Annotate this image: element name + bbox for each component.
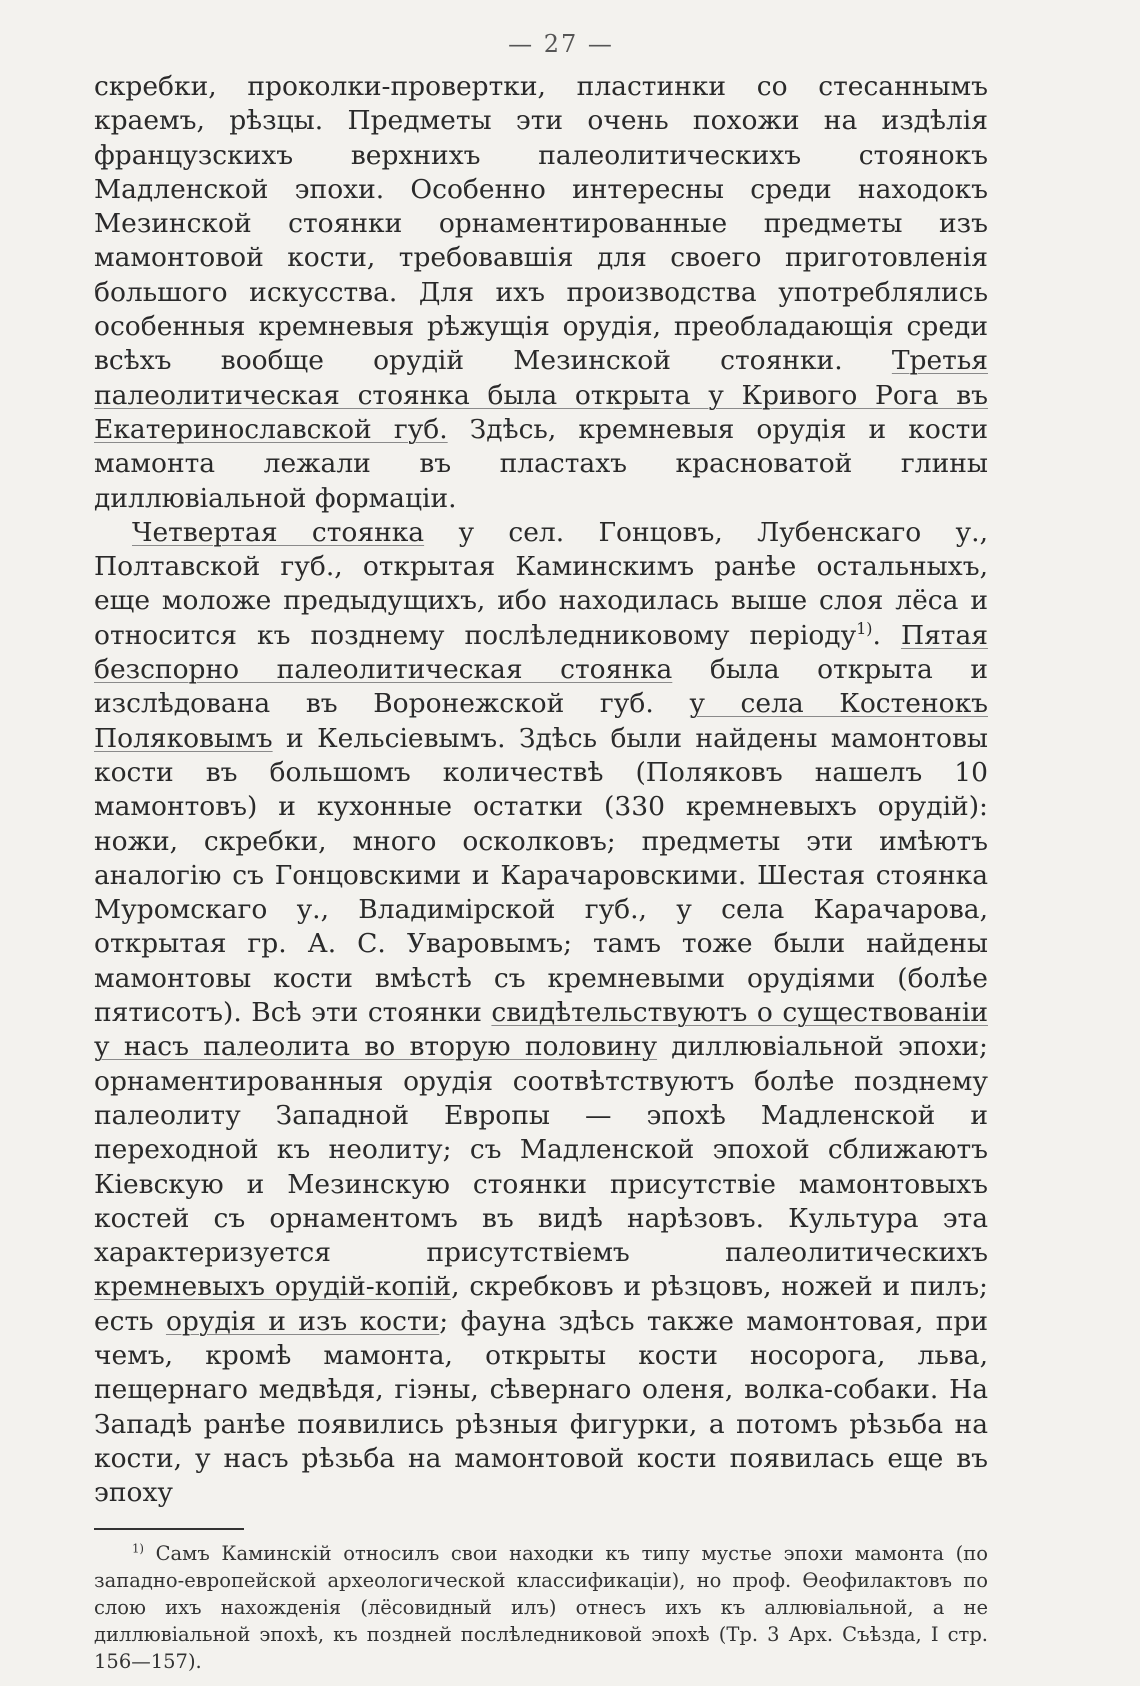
text-segment: была открыта и изслѣдована въ Воронежской губ. xyxy=(94,654,988,720)
underlined-text: Четвертая стоянка xyxy=(132,516,425,548)
footnote-divider xyxy=(94,1528,244,1530)
footnote-text: Самъ Каминскій относилъ свои находки къ типу мустье эпохи мамонта (по западно-европейской археологической классификаціи), но проф. Ѳеофилактовъ по слою ихъ нахожденія (лёсовидный илъ) отнесъ ихъ къ аллювіальной, а не диллювіальной эпохѣ, къ поздней послѣледниковой эпохѣ (Тр. 3 Арх. Съѣзда, I стр. 156—157). xyxy=(94,1542,988,1674)
text-segment: диллювіальной эпохи; орнаментированныя орудія соотвѣтствуютъ болѣе позднему палеолиту Западной Европы — эпохѣ Мадленской и переходной къ неолиту; съ Мадленской эпохой сближаютъ Кіевскую и Мезинскую стоянки присутствіе мамонтовыхъ костей съ орнаментомъ въ видѣ нарѣзовъ. Культура эта характеризуется присутствіемъ палеолитическихъ xyxy=(94,1031,988,1269)
underlined-text: свидѣтельствуютъ о существованіи у насъ палеолита во вторую половину xyxy=(94,997,988,1063)
text-segment: , скребковъ и рѣзцовъ, ножей и пилъ; есть xyxy=(94,1271,988,1337)
text-segment: ; фауна здѣсь также мамонтовая, при чемъ, кромѣ мамонта, открыты кости носорога, льва, пещернаго медвѣдя, гіэны, сѣвернаго оленя, волка-собаки. На Западѣ ранѣе появились рѣзныя фигурки, а потомъ рѣзьба на кости, у насъ рѣзьба на мамонтовой кости появилась еще въ эпоху xyxy=(94,1305,988,1509)
underlined-text: у села Костенокъ Поляковымъ xyxy=(94,688,988,754)
footnote-reference: 1) xyxy=(856,618,873,638)
text-segment: и Кельсіевымъ. Здѣсь были найдены мамонтовы кости въ большомъ количествѣ (Поляковъ нашелъ 10 мамонтовъ) и кухонные остатки (330 кремневыхъ орудій): ножи, скребки, много осколковъ; предметы эти имѣютъ аналогію съ Гонцовскими и Карачаровскими. Шестая стоянка Муромскаго у., Владимірской губ., у села Карачарова, открытая гр. А. С. Уваровымъ; тамъ тоже были найдены мамонтовы кости вмѣстѣ съ кремневыми орудіями (болѣе пятисотъ). Всѣ эти стоянки xyxy=(94,722,988,1029)
page-number: — 27 — xyxy=(508,30,614,58)
underlined-text: Пятая безспорно палеолитическая стоянка xyxy=(94,619,988,686)
footnote-marker: 1) xyxy=(132,1541,144,1556)
text-segment: . xyxy=(872,619,901,651)
text-segment: скребки, проколки-провертки, пластинки со стесаннымъ краемъ, рѣзцы. Предметы эти очень похожи на издѣлія французскихъ верхнихъ палеолитическихъ стоянокъ Мадленской эпохи. Особенно интересны среди находокъ Мезинской стоянки орнаментированные предметы изъ мамонтовой кости, требовавшія для своего приготовленія большого искусства. Для ихъ производства употреблялись особенныя кремневыя рѣжущія орудія, преобладающія среди всѣхъ вообще орудій Мезинской стоянки. xyxy=(94,71,988,377)
underlined-text: Третья палеолитическая стоянка была открыта у Кривого Рога въ Екатеринославской губ. xyxy=(94,345,988,445)
underlined-text: орудія и изъ кости xyxy=(165,1305,440,1337)
body-text xyxy=(94,70,988,1510)
text-segment: у сел. Гонцовъ, Лубенскаго у., Полтавской губ., открытая Каминскимъ ранѣе остальныхъ, еще моложе предыдущихъ, ибо находилась выше слоя лёса и относится къ позднему послѣледниковому періоду xyxy=(94,516,988,651)
text-segment: Здѣсь, кремневыя орудія и кости мамонта лежали въ пластахъ красноватой глины диллювіальной формаціи. xyxy=(94,413,988,514)
paragraph xyxy=(94,516,988,1511)
paragraph xyxy=(94,70,988,516)
footnote xyxy=(94,1540,988,1675)
underlined-text: кремневыхъ орудій-копій xyxy=(94,1271,452,1303)
